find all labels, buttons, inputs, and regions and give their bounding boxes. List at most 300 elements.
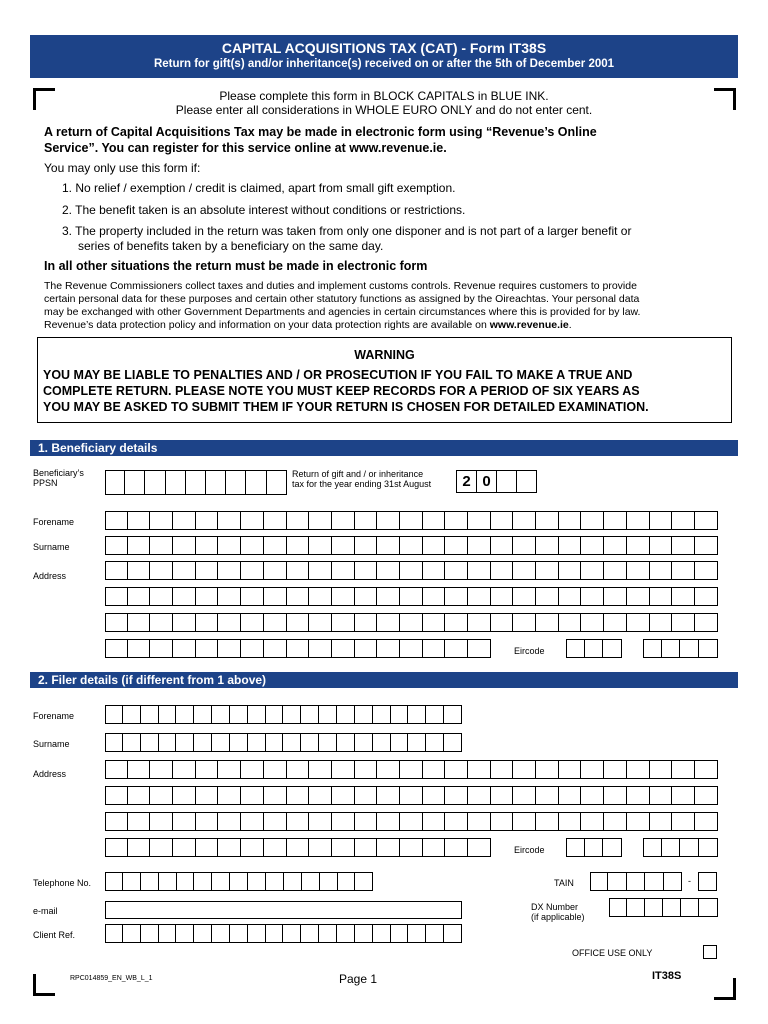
filer-forename-input-box[interactable] — [283, 705, 301, 724]
address-line-4-box[interactable] — [105, 639, 128, 658]
filer-address-line-3-box[interactable] — [536, 812, 559, 831]
address-line-3-box[interactable] — [264, 613, 287, 632]
forename-input-box[interactable] — [513, 511, 536, 530]
address-line-1-box[interactable] — [672, 561, 695, 580]
client-ref-input-box[interactable] — [212, 924, 230, 943]
filer-address-line-1-box[interactable] — [695, 760, 718, 779]
address-line-1-box[interactable] — [355, 561, 378, 580]
filer-address-line-2-box[interactable] — [355, 786, 378, 805]
ppsn-input[interactable] — [105, 470, 287, 495]
filer-eircode-routing-input[interactable] — [566, 838, 622, 857]
surname-input-box[interactable] — [491, 536, 514, 555]
filer-address-line-4-box[interactable] — [150, 838, 173, 857]
address-line-3-box[interactable] — [332, 613, 355, 632]
telephone-input-box[interactable] — [248, 872, 266, 891]
ppsn-input-box[interactable] — [246, 470, 266, 495]
address-line-3-box[interactable] — [355, 613, 378, 632]
filer-address-line-4-box[interactable] — [332, 838, 355, 857]
filer-address-line-1-box[interactable] — [196, 760, 219, 779]
filer-surname-input-box[interactable] — [337, 733, 355, 752]
address-line-1-box[interactable] — [128, 561, 151, 580]
filer-address-line-1-box[interactable] — [559, 760, 582, 779]
address-line-3-box[interactable] — [423, 613, 446, 632]
filer-address-line-2-box[interactable] — [536, 786, 559, 805]
tain-input-box[interactable] — [664, 872, 682, 891]
filer-address-line-3-box[interactable] — [377, 812, 400, 831]
client-ref-input-box[interactable] — [337, 924, 355, 943]
filer-address-line-1-box[interactable] — [105, 760, 128, 779]
tain-input-box[interactable] — [627, 872, 645, 891]
forename-input-box[interactable] — [581, 511, 604, 530]
client-ref-input-box[interactable] — [123, 924, 141, 943]
address-line-2-box[interactable] — [423, 587, 446, 606]
filer-address-line-1-box[interactable] — [218, 760, 241, 779]
address-line-3-box[interactable] — [128, 613, 151, 632]
address-line-2-box[interactable] — [627, 587, 650, 606]
dx-number-input-box[interactable] — [699, 898, 717, 917]
filer-forename-input-box[interactable] — [373, 705, 391, 724]
address-line-2-box[interactable] — [309, 587, 332, 606]
client-ref-input-box[interactable] — [355, 924, 373, 943]
email-input[interactable] — [105, 901, 462, 919]
telephone-input-box[interactable] — [105, 872, 123, 891]
address-line-2-box[interactable] — [150, 587, 173, 606]
filer-address-line-1-box[interactable] — [536, 760, 559, 779]
address-line-2-box[interactable] — [218, 587, 241, 606]
filer-address-line-3-box[interactable] — [400, 812, 423, 831]
address-line-2-box[interactable] — [468, 587, 491, 606]
forename-input-box[interactable] — [423, 511, 446, 530]
filer-address-line-4-box[interactable] — [287, 838, 310, 857]
address-line-2-box[interactable] — [264, 587, 287, 606]
filer-address-line-2-box[interactable] — [150, 786, 173, 805]
filer-address-line-3-box[interactable] — [604, 812, 627, 831]
filer-address-line-2-box[interactable] — [105, 786, 128, 805]
address-line-2-box[interactable] — [173, 587, 196, 606]
ppsn-input-box[interactable] — [206, 470, 226, 495]
address-line-4-box[interactable] — [173, 639, 196, 658]
forename-input-box[interactable] — [309, 511, 332, 530]
surname-input-box[interactable] — [128, 536, 151, 555]
address-line-3-box[interactable] — [536, 613, 559, 632]
surname-input[interactable] — [105, 536, 718, 555]
filer-address-line-4-box[interactable] — [173, 838, 196, 857]
address-line-2[interactable] — [105, 587, 718, 606]
address-line-1-box[interactable] — [400, 561, 423, 580]
address-line-2-box[interactable] — [400, 587, 423, 606]
filer-forename-input-box[interactable] — [266, 705, 284, 724]
filer-eircode-unique-input[interactable] — [643, 838, 718, 857]
address-line-2-box[interactable] — [196, 587, 219, 606]
address-line-2-box[interactable] — [241, 587, 264, 606]
address-line-4-box[interactable] — [332, 639, 355, 658]
filer-address-line-3-box[interactable] — [672, 812, 695, 831]
ppsn-input-box[interactable] — [186, 470, 206, 495]
filer-address-line-2-box[interactable] — [581, 786, 604, 805]
filer-forename-input-box[interactable] — [301, 705, 319, 724]
filer-address-line-3-box[interactable] — [173, 812, 196, 831]
ppsn-input-box[interactable] — [125, 470, 145, 495]
filer-surname-input-box[interactable] — [426, 733, 444, 752]
filer-address-line-4-box[interactable] — [309, 838, 332, 857]
address-line-2-box[interactable] — [650, 587, 673, 606]
address-line-1-box[interactable] — [513, 561, 536, 580]
tain-input-box[interactable] — [608, 872, 626, 891]
filer-address-line-2-box[interactable] — [128, 786, 151, 805]
eircode-routing-input-box[interactable] — [585, 639, 604, 658]
address-line-1-box[interactable] — [173, 561, 196, 580]
filer-address-line-3-box[interactable] — [287, 812, 310, 831]
filer-surname-input-box[interactable] — [105, 733, 123, 752]
filer-address-line-1-box[interactable] — [445, 760, 468, 779]
address-line-1-box[interactable] — [105, 561, 128, 580]
address-line-2-box[interactable] — [672, 587, 695, 606]
address-line-3-box[interactable] — [581, 613, 604, 632]
filer-surname-input-box[interactable] — [123, 733, 141, 752]
address-line-4-box[interactable] — [150, 639, 173, 658]
filer-address-line-3-box[interactable] — [559, 812, 582, 831]
filer-address-line-3-box[interactable] — [513, 812, 536, 831]
filer-address-line-2-box[interactable] — [627, 786, 650, 805]
address-line-2-box[interactable] — [377, 587, 400, 606]
client-ref-input-box[interactable] — [391, 924, 409, 943]
address-line-2-box[interactable] — [695, 587, 718, 606]
filer-address-line-4-box[interactable] — [423, 838, 446, 857]
filer-address-line-1-box[interactable] — [581, 760, 604, 779]
filer-address-line-2-box[interactable] — [604, 786, 627, 805]
client-ref-input-box[interactable] — [159, 924, 177, 943]
forename-input-box[interactable] — [377, 511, 400, 530]
surname-input-box[interactable] — [332, 536, 355, 555]
filer-eircode-unique-input-box[interactable] — [662, 838, 681, 857]
surname-input-box[interactable] — [355, 536, 378, 555]
filer-address-line-2-box[interactable] — [491, 786, 514, 805]
filer-surname-input-box[interactable] — [212, 733, 230, 752]
eircode-unique-input-box[interactable] — [662, 639, 681, 658]
filer-surname-input-box[interactable] — [176, 733, 194, 752]
surname-input-box[interactable] — [309, 536, 332, 555]
forename-input-box[interactable] — [218, 511, 241, 530]
forename-input-box[interactable] — [559, 511, 582, 530]
filer-surname-input-box[interactable] — [301, 733, 319, 752]
client-ref-input-box[interactable] — [141, 924, 159, 943]
forename-input-box[interactable] — [241, 511, 264, 530]
forename-input-box[interactable] — [196, 511, 219, 530]
filer-forename-input[interactable] — [105, 705, 462, 724]
filer-surname-input-box[interactable] — [283, 733, 301, 752]
address-line-1-box[interactable] — [468, 561, 491, 580]
address-line-1-box[interactable] — [559, 561, 582, 580]
filer-address-line-1-box[interactable] — [650, 760, 673, 779]
eircode-routing-input-box[interactable] — [603, 639, 622, 658]
filer-surname-input-box[interactable] — [319, 733, 337, 752]
filer-address-line-2-box[interactable] — [445, 786, 468, 805]
address-line-3-box[interactable] — [400, 613, 423, 632]
filer-forename-input-box[interactable] — [337, 705, 355, 724]
filer-forename-input-box[interactable] — [105, 705, 123, 724]
surname-input-box[interactable] — [264, 536, 287, 555]
client-ref-input-box[interactable] — [266, 924, 284, 943]
forename-input-box[interactable] — [173, 511, 196, 530]
forename-input-box[interactable] — [445, 511, 468, 530]
surname-input-box[interactable] — [196, 536, 219, 555]
dx-number-input[interactable] — [609, 898, 718, 917]
filer-address-line-3-box[interactable] — [695, 812, 718, 831]
filer-address-line-2-box[interactable] — [173, 786, 196, 805]
address-line-1-box[interactable] — [695, 561, 718, 580]
filer-surname-input-box[interactable] — [248, 733, 266, 752]
telephone-input-box[interactable] — [355, 872, 373, 891]
filer-address-line-2-box[interactable] — [513, 786, 536, 805]
address-line-4-box[interactable] — [196, 639, 219, 658]
filer-address-line-2-box[interactable] — [377, 786, 400, 805]
filer-address-line-2-box[interactable] — [241, 786, 264, 805]
filer-address-line-2-box[interactable] — [559, 786, 582, 805]
filer-surname-input-box[interactable] — [266, 733, 284, 752]
filer-eircode-routing-input-box[interactable] — [603, 838, 622, 857]
ppsn-input-box[interactable] — [145, 470, 165, 495]
address-line-1-box[interactable] — [581, 561, 604, 580]
eircode-routing-input[interactable] — [566, 639, 622, 658]
filer-surname-input-box[interactable] — [408, 733, 426, 752]
filer-address-line-2-box[interactable] — [650, 786, 673, 805]
filer-address-line-2[interactable] — [105, 786, 718, 805]
filer-address-line-4-box[interactable] — [264, 838, 287, 857]
address-line-1-box[interactable] — [423, 561, 446, 580]
address-line-4-box[interactable] — [400, 639, 423, 658]
filer-address-line-2-box[interactable] — [400, 786, 423, 805]
filer-forename-input-box[interactable] — [408, 705, 426, 724]
address-line-4-box[interactable] — [468, 639, 491, 658]
surname-input-box[interactable] — [241, 536, 264, 555]
telephone-input-box[interactable] — [320, 872, 338, 891]
ppsn-input-box[interactable] — [267, 470, 287, 495]
filer-address-line-1-box[interactable] — [513, 760, 536, 779]
address-line-1-box[interactable] — [627, 561, 650, 580]
address-line-3-box[interactable] — [150, 613, 173, 632]
address-line-4-box[interactable] — [264, 639, 287, 658]
address-line-1-box[interactable] — [604, 561, 627, 580]
address-line-3-box[interactable] — [309, 613, 332, 632]
year-digit-4[interactable] — [517, 470, 537, 493]
telephone-input[interactable] — [105, 872, 373, 891]
surname-input-box[interactable] — [423, 536, 446, 555]
filer-address-line-3-box[interactable] — [491, 812, 514, 831]
address-line-2-box[interactable] — [581, 587, 604, 606]
address-line-1-box[interactable] — [241, 561, 264, 580]
filer-eircode-unique-input-box[interactable] — [699, 838, 718, 857]
filer-forename-input-box[interactable] — [444, 705, 462, 724]
dx-number-input-box[interactable] — [645, 898, 663, 917]
filer-forename-input-box[interactable] — [391, 705, 409, 724]
address-line-3-box[interactable] — [196, 613, 219, 632]
client-ref-input[interactable] — [105, 924, 462, 943]
filer-surname-input[interactable] — [105, 733, 462, 752]
dx-number-input-box[interactable] — [663, 898, 681, 917]
address-line-4-box[interactable] — [287, 639, 310, 658]
forename-input-box[interactable] — [468, 511, 491, 530]
filer-forename-input-box[interactable] — [141, 705, 159, 724]
surname-input-box[interactable] — [581, 536, 604, 555]
address-line-4-box[interactable] — [423, 639, 446, 658]
client-ref-input-box[interactable] — [426, 924, 444, 943]
filer-address-line-1-box[interactable] — [332, 760, 355, 779]
surname-input-box[interactable] — [173, 536, 196, 555]
filer-address-line-1-box[interactable] — [604, 760, 627, 779]
forename-input-box[interactable] — [627, 511, 650, 530]
filer-address-line-2-box[interactable] — [287, 786, 310, 805]
surname-input-box[interactable] — [377, 536, 400, 555]
filer-address-line-1[interactable] — [105, 760, 718, 779]
filer-address-line-4-box[interactable] — [400, 838, 423, 857]
eircode-routing-input-box[interactable] — [566, 639, 585, 658]
ppsn-input-box[interactable] — [226, 470, 246, 495]
address-line-2-box[interactable] — [105, 587, 128, 606]
address-line-4-box[interactable] — [309, 639, 332, 658]
address-line-3-box[interactable] — [287, 613, 310, 632]
filer-address-line-1-box[interactable] — [627, 760, 650, 779]
filer-address-line-4-box[interactable] — [218, 838, 241, 857]
address-line-4[interactable] — [105, 639, 491, 658]
address-line-1-box[interactable] — [650, 561, 673, 580]
filer-address-line-3-box[interactable] — [196, 812, 219, 831]
forename-input-box[interactable] — [105, 511, 128, 530]
forename-input-box[interactable] — [672, 511, 695, 530]
filer-address-line-3-box[interactable] — [650, 812, 673, 831]
address-line-1-box[interactable] — [287, 561, 310, 580]
filer-address-line-1-box[interactable] — [264, 760, 287, 779]
telephone-input-box[interactable] — [212, 872, 230, 891]
forename-input-box[interactable] — [355, 511, 378, 530]
filer-address-line-4-box[interactable] — [445, 838, 468, 857]
filer-forename-input-box[interactable] — [319, 705, 337, 724]
filer-address-line-4-box[interactable] — [241, 838, 264, 857]
surname-input-box[interactable] — [559, 536, 582, 555]
address-line-4-box[interactable] — [377, 639, 400, 658]
ppsn-input-box[interactable] — [166, 470, 186, 495]
address-line-3-box[interactable] — [445, 613, 468, 632]
address-line-1[interactable] — [105, 561, 718, 580]
dx-number-input-box[interactable] — [681, 898, 699, 917]
filer-surname-input-box[interactable] — [391, 733, 409, 752]
filer-address-line-4-box[interactable] — [377, 838, 400, 857]
filer-eircode-routing-input-box[interactable] — [566, 838, 585, 857]
surname-input-box[interactable] — [672, 536, 695, 555]
address-line-1-box[interactable] — [309, 561, 332, 580]
filer-address-line-1-box[interactable] — [491, 760, 514, 779]
filer-address-line-3-box[interactable] — [332, 812, 355, 831]
filer-address-line-2-box[interactable] — [196, 786, 219, 805]
filer-address-line-1-box[interactable] — [672, 760, 695, 779]
telephone-input-box[interactable] — [177, 872, 195, 891]
ppsn-input-box[interactable] — [105, 470, 125, 495]
address-line-1-box[interactable] — [218, 561, 241, 580]
forename-input-box[interactable] — [604, 511, 627, 530]
filer-address-line-3-box[interactable] — [150, 812, 173, 831]
filer-forename-input-box[interactable] — [212, 705, 230, 724]
filer-address-line-3-box[interactable] — [355, 812, 378, 831]
address-line-4-box[interactable] — [445, 639, 468, 658]
address-line-2-box[interactable] — [559, 587, 582, 606]
address-line-3-box[interactable] — [377, 613, 400, 632]
address-line-1-box[interactable] — [150, 561, 173, 580]
address-line-3-box[interactable] — [218, 613, 241, 632]
eircode-unique-input-box[interactable] — [699, 639, 718, 658]
surname-input-box[interactable] — [445, 536, 468, 555]
filer-address-line-4-box[interactable] — [105, 838, 128, 857]
filer-address-line-1-box[interactable] — [150, 760, 173, 779]
forename-input-box[interactable] — [400, 511, 423, 530]
forename-input-box[interactable] — [150, 511, 173, 530]
client-ref-input-box[interactable] — [248, 924, 266, 943]
telephone-input-box[interactable] — [141, 872, 159, 891]
year-digit-3[interactable] — [497, 470, 517, 493]
address-line-3-box[interactable] — [672, 613, 695, 632]
surname-input-box[interactable] — [400, 536, 423, 555]
address-line-2-box[interactable] — [604, 587, 627, 606]
filer-address-line-3-box[interactable] — [423, 812, 446, 831]
address-line-1-box[interactable] — [196, 561, 219, 580]
tain-check-input-box[interactable] — [698, 872, 717, 891]
filer-surname-input-box[interactable] — [373, 733, 391, 752]
filer-address-line-4-box[interactable] — [128, 838, 151, 857]
filer-address-line-1-box[interactable] — [287, 760, 310, 779]
client-ref-input-box[interactable] — [194, 924, 212, 943]
client-ref-input-box[interactable] — [319, 924, 337, 943]
filer-address-line-4-box[interactable] — [355, 838, 378, 857]
forename-input-box[interactable] — [264, 511, 287, 530]
forename-input-box[interactable] — [287, 511, 310, 530]
filer-address-line-3-box[interactable] — [264, 812, 287, 831]
forename-input[interactable] — [105, 511, 718, 530]
address-line-2-box[interactable] — [445, 587, 468, 606]
filer-address-line-1-box[interactable] — [400, 760, 423, 779]
client-ref-input-box[interactable] — [230, 924, 248, 943]
client-ref-input-box[interactable] — [176, 924, 194, 943]
address-line-2-box[interactable] — [287, 587, 310, 606]
client-ref-input-box[interactable] — [444, 924, 462, 943]
revenue-link[interactable]: www.revenue.ie — [489, 319, 569, 331]
surname-input-box[interactable] — [604, 536, 627, 555]
eircode-unique-input-box[interactable] — [643, 639, 662, 658]
filer-forename-input-box[interactable] — [426, 705, 444, 724]
filer-address-line-2-box[interactable] — [423, 786, 446, 805]
filer-forename-input-box[interactable] — [248, 705, 266, 724]
filer-address-line-1-box[interactable] — [128, 760, 151, 779]
forename-input-box[interactable] — [650, 511, 673, 530]
surname-input-box[interactable] — [105, 536, 128, 555]
telephone-input-box[interactable] — [194, 872, 212, 891]
address-line-1-box[interactable] — [332, 561, 355, 580]
telephone-input-box[interactable] — [230, 872, 248, 891]
address-line-2-box[interactable] — [128, 587, 151, 606]
surname-input-box[interactable] — [536, 536, 559, 555]
office-use-checkbox[interactable] — [703, 945, 717, 959]
filer-address-line-1-box[interactable] — [309, 760, 332, 779]
address-line-4-box[interactable] — [241, 639, 264, 658]
filer-address-line-3-box[interactable] — [445, 812, 468, 831]
tain-input-box[interactable] — [645, 872, 663, 891]
filer-address-line-1-box[interactable] — [377, 760, 400, 779]
filer-address-line-3-box[interactable] — [105, 812, 128, 831]
filer-forename-input-box[interactable] — [194, 705, 212, 724]
address-line-3-box[interactable] — [627, 613, 650, 632]
address-line-1-box[interactable] — [445, 561, 468, 580]
eircode-unique-input-box[interactable] — [680, 639, 699, 658]
surname-input-box[interactable] — [218, 536, 241, 555]
filer-address-line-3[interactable] — [105, 812, 718, 831]
filer-forename-input-box[interactable] — [230, 705, 248, 724]
